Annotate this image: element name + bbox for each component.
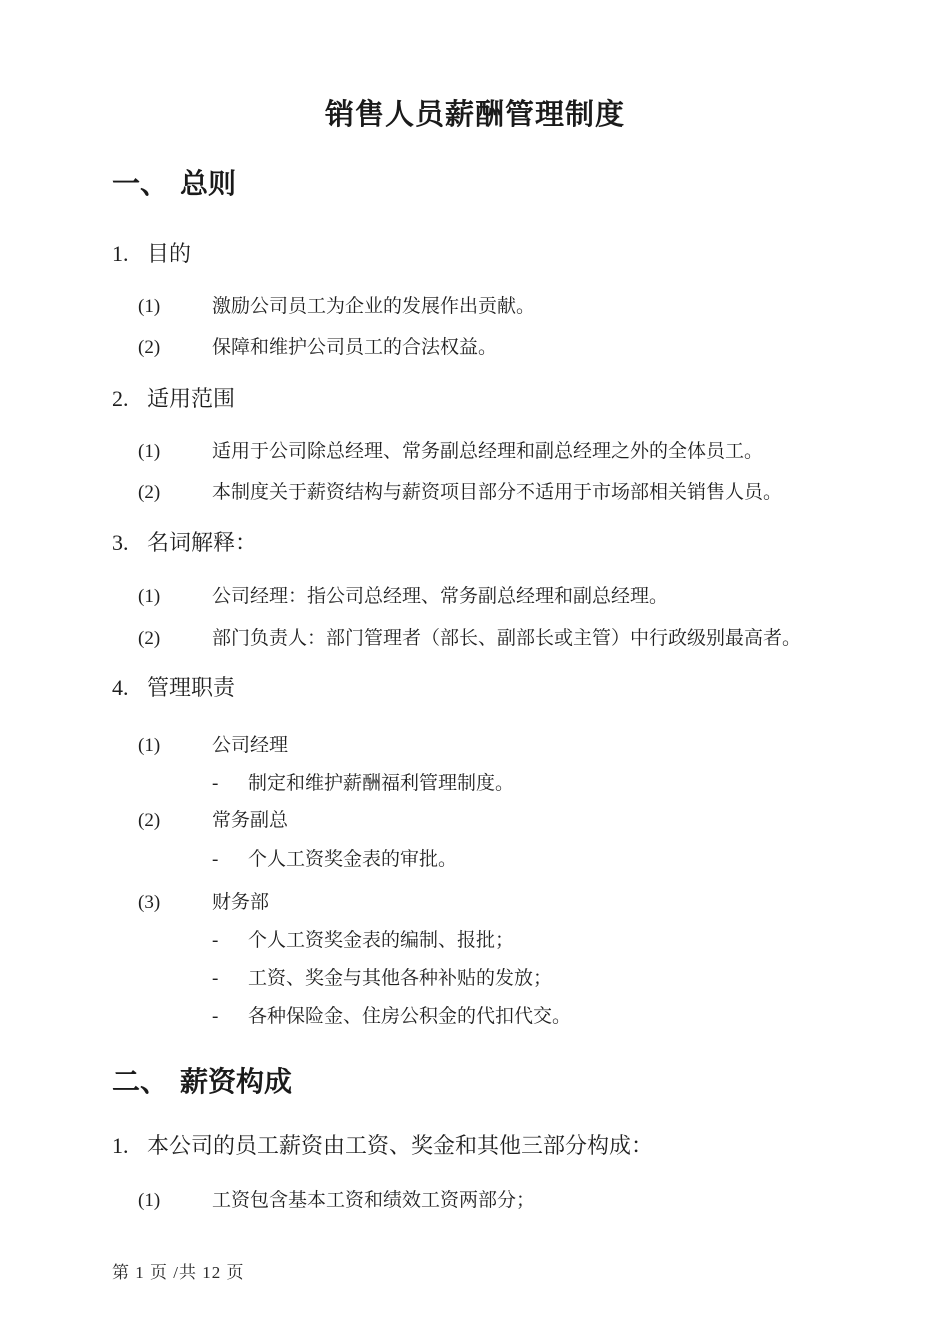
sub-item-text: 激励公司员工为企业的发展作出贡献。 xyxy=(212,296,536,317)
dash-item xyxy=(212,848,457,872)
item-text: 本公司的员工薪资由工资、奖金和其他三部分构成： xyxy=(147,1133,654,1158)
page-footer: 第 1 页 /共 12 页 xyxy=(112,1263,245,1282)
dash-item-text: 制定和维护薪酬福利管理制度。 xyxy=(248,773,515,794)
list-item xyxy=(112,529,257,557)
dash-marker: - xyxy=(212,849,219,870)
sub-item xyxy=(138,891,269,915)
sub-item-number: (1) xyxy=(138,441,161,462)
sub-item xyxy=(138,295,535,319)
sub-item-number: (1) xyxy=(138,1190,161,1211)
dash-marker: - xyxy=(212,930,219,951)
sub-item xyxy=(138,481,782,505)
item-text: 适用范围 xyxy=(147,386,236,411)
list-item xyxy=(112,1132,653,1160)
dash-item xyxy=(212,772,514,796)
sub-item-text: 本制度关于薪资结构与薪资项目部分不适用于市场部相关销售人员。 xyxy=(212,482,783,503)
dash-marker: - xyxy=(212,1006,219,1027)
sub-item xyxy=(138,440,763,464)
dash-item-text: 个人工资奖金表的审批。 xyxy=(248,849,458,870)
section-number: 一、 xyxy=(112,168,169,199)
sub-item-number: (2) xyxy=(138,628,161,649)
section-heading xyxy=(112,1064,292,1099)
sub-item xyxy=(138,336,497,360)
list-item xyxy=(112,385,235,413)
sub-item-text: 保障和维护公司员工的合法权益。 xyxy=(212,337,498,358)
sub-item-number: (2) xyxy=(138,482,161,503)
section-title: 总则 xyxy=(180,168,237,199)
sub-item-text: 财务部 xyxy=(212,892,270,913)
dash-item-text: 各种保险金、住房公积金的代扣代交。 xyxy=(248,1006,572,1027)
sub-item-text: 工资包含基本工资和绩效工资两部分； xyxy=(212,1190,536,1211)
document-title: 销售人员薪酬管理制度 xyxy=(324,99,625,131)
sub-item-number: (3) xyxy=(138,892,161,913)
dash-item xyxy=(212,967,552,991)
sub-item-text: 公司经理 xyxy=(212,735,289,756)
item-number: 1. xyxy=(112,241,129,266)
section-title: 薪资构成 xyxy=(180,1066,293,1097)
sub-item-text: 公司经理：指公司总经理、常务副总经理和副总经理。 xyxy=(212,586,669,607)
item-text: 目的 xyxy=(147,241,192,266)
section-heading xyxy=(112,166,236,201)
dash-item xyxy=(212,929,514,953)
dash-item-text: 个人工资奖金表的编制、报批； xyxy=(248,930,515,951)
list-item xyxy=(112,240,191,268)
dash-item-text: 工资、奖金与其他各种补贴的发放； xyxy=(248,968,553,989)
sub-item-number: (1) xyxy=(138,735,161,756)
dash-item xyxy=(212,1005,571,1029)
item-text: 名词解释： xyxy=(147,530,258,555)
item-text: 管理职责 xyxy=(147,675,236,700)
sub-item-number: (1) xyxy=(138,296,161,317)
sub-item-number: (2) xyxy=(138,810,161,831)
sub-item-text: 适用于公司除总经理、常务副总经理和副总经理之外的全体员工。 xyxy=(212,441,764,462)
sub-item xyxy=(138,734,288,758)
sub-item-number: (2) xyxy=(138,337,161,358)
item-number: 3. xyxy=(112,530,129,555)
sub-item-text: 常务副总 xyxy=(212,810,289,831)
sub-item-text: 部门负责人：部门管理者（部长、副部长或主管）中行政级别最高者。 xyxy=(212,628,802,649)
sub-item xyxy=(138,809,288,833)
sub-item-number: (1) xyxy=(138,586,161,607)
item-number: 1. xyxy=(112,1133,129,1158)
sub-item xyxy=(138,585,668,609)
item-number: 4. xyxy=(112,675,129,700)
item-number: 2. xyxy=(112,386,129,411)
section-number: 二、 xyxy=(112,1066,169,1097)
dash-marker: - xyxy=(212,968,219,989)
dash-marker: - xyxy=(212,773,219,794)
sub-item xyxy=(138,627,801,651)
sub-item xyxy=(138,1189,535,1213)
list-item xyxy=(112,674,235,702)
